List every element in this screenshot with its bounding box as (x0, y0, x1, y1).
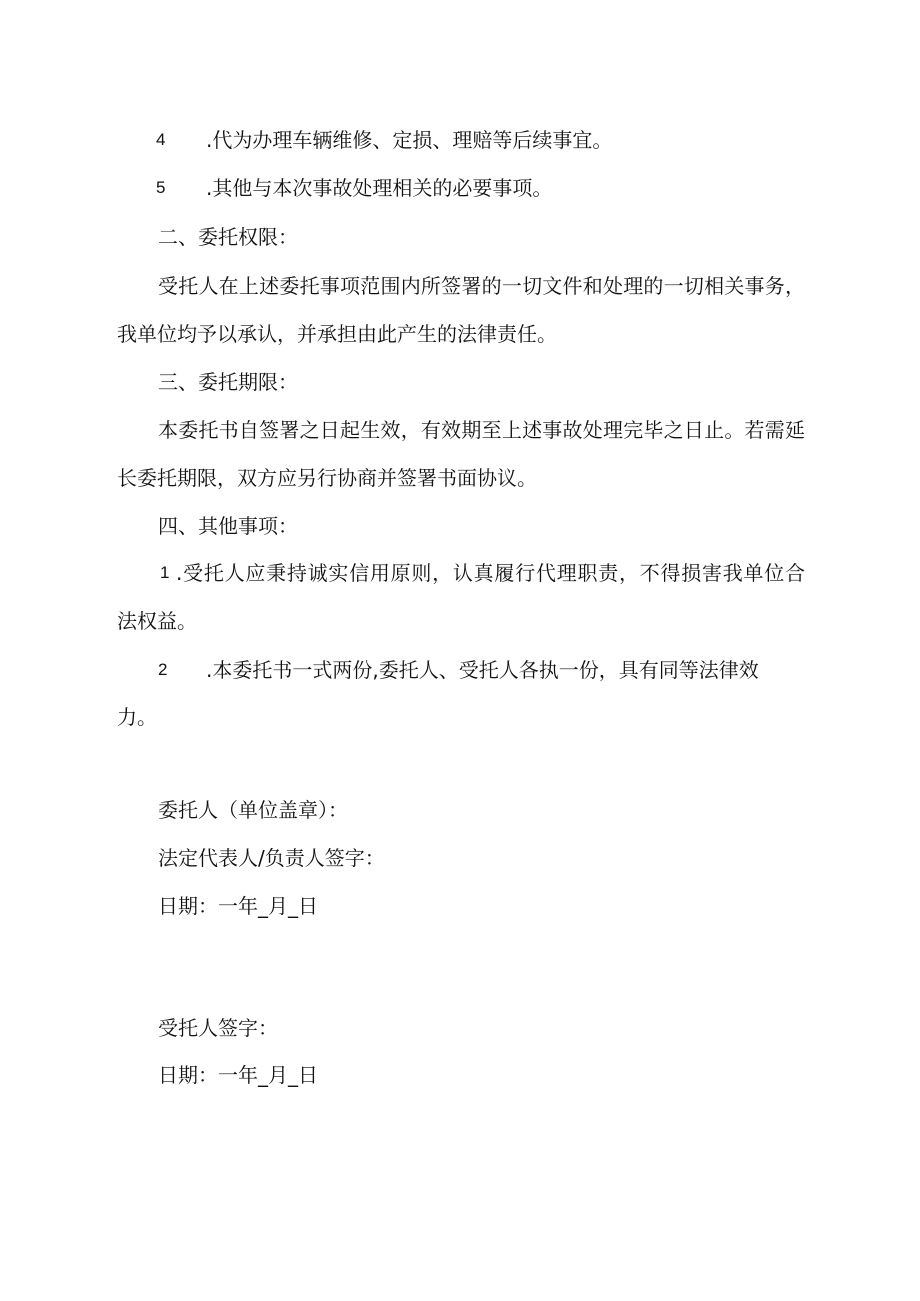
authority-paragraph-line-2: 我单位均予以承认，并承担由此产生的法律责任。 (117, 322, 557, 346)
principal-date-label: 日期：一年_月_日 (158, 894, 318, 918)
other-heading: 四、其他事项： (158, 514, 298, 538)
principal-seal-label: 委托人（单位盖章）： (158, 798, 348, 822)
representative-signature-label: 法定代表人/负责人签字： (158, 846, 385, 870)
other-item-2-line-1: .本委托书一式两份,委托人、受托人各执一份，具有同等法律效 (206, 658, 759, 682)
term-paragraph-line-1: 本委托书自签署之日起生效，有效期至上述事故处理完毕之日止。若需延 (158, 418, 805, 442)
item-5-number: 5 (156, 178, 166, 197)
term-heading: 三、委托期限： (158, 370, 298, 394)
authority-paragraph-line-1: 受托人在上述委托事项范围内所签署的一切文件和处理的一切相关事务， (158, 274, 805, 298)
item-4-number: 4 (156, 130, 166, 149)
other-item-2-line-2: 力。 (117, 705, 157, 729)
other-item-1-number: 1 (160, 563, 170, 582)
item-5-text: .其他与本次事故处理相关的必要事项。 (206, 176, 553, 200)
agent-signature-label: 受托人签字： (158, 1016, 278, 1040)
other-item-1-line-1: .受托人应秉持诚实信用原则，认真履行代理职责，不得损害我单位合 (176, 561, 805, 585)
other-item-2-number: 2 (158, 660, 168, 679)
agent-date-label: 日期：一年_月_日 (158, 1063, 318, 1087)
authority-heading: 二、委托权限： (158, 225, 298, 249)
item-4-text: .代为办理车辆维修、定损、理赔等后续事宜。 (206, 128, 613, 152)
term-paragraph-line-2: 长委托期限，双方应另行协商并签署书面协议。 (117, 466, 537, 490)
other-item-1-line-2: 法权益。 (117, 609, 197, 633)
